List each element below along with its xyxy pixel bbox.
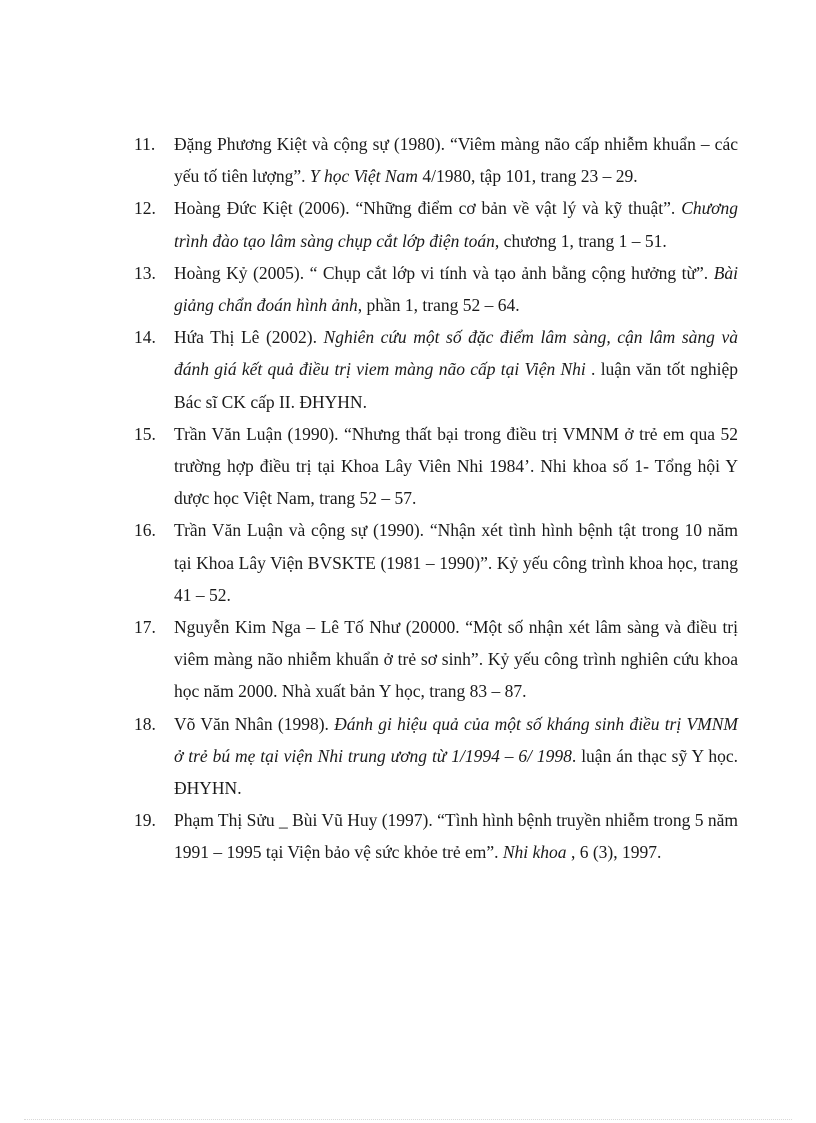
reference-italic-title: Chương trình đào tạo lâm sàng chụp cắt lớp điện toán [174, 198, 738, 251]
reference-number: 14. [134, 327, 156, 348]
reference-item [134, 611, 738, 708]
reference-italic-title: Đánh gi hiệu quả của một số kháng sinh điều trị VMNM ở trẻ bú mẹ tại viện Nhi trung ương từ 1/1994 – 6/ 1998 [174, 713, 738, 766]
reference-list [134, 128, 738, 869]
reference-text-segment: , chương 1, trang 1 – 51. [494, 230, 667, 251]
reference-text [174, 134, 738, 186]
reference-item [134, 321, 738, 418]
reference-number: 12. [134, 198, 156, 219]
reference-item [134, 708, 738, 805]
reference-text [174, 198, 738, 250]
reference-text-segment: Trần Văn Luận và cộng sự (1990). “Nhận xét tình hình bệnh tật trong 10 năm tại Khoa Lây Viện BVSKTE (1981 – 1990)”. Kỷ yếu công trình khoa học, trang 41 – 52. [174, 520, 738, 605]
reference-italic-title: Nghiên cứu một số đặc điểm lâm sàng, cận lâm sàng và đánh giá kết quả điều trị viem màng não cấp tại Viện Nhi [174, 327, 738, 380]
reference-text [174, 327, 738, 411]
reference-text-segment: Hoàng Đức Kiệt (2006). “Những điểm cơ bản về vật lý và kỹ thuật”. [174, 198, 682, 219]
reference-text-segment: Nguyễn Kim Nga – Lê Tố Như (20000. “Một số nhận xét lâm sàng và điều trị viêm màng não nhiễm khuẩn ở trẻ sơ sinh”. Kỷ yếu công trình nghiên cứu khoa học năm 2000. Nhà xuất bản Y học, trang 83 – 87. [174, 617, 738, 702]
reference-italic-title: Nhi khoa [502, 842, 567, 863]
reference-number: 16. [134, 520, 156, 541]
reference-text-segment: , phần 1, trang 52 – 64. [357, 295, 520, 316]
reference-number: 17. [134, 617, 156, 638]
reference-text [174, 263, 738, 315]
reference-number: 11. [134, 134, 156, 154]
reference-text [174, 424, 738, 508]
reference-italic-title: Bài giảng chẩn đoán hình ảnh [174, 262, 738, 316]
reference-text-segment: Võ Văn Nhân (1998). [174, 713, 335, 734]
reference-item [134, 418, 738, 515]
reference-text [174, 617, 738, 701]
reference-number: 15. [134, 423, 156, 444]
reference-item [134, 257, 738, 321]
page-bottom-divider [24, 1119, 792, 1120]
reference-text [174, 810, 738, 862]
reference-number: 19. [134, 810, 156, 831]
reference-number: 13. [134, 262, 156, 283]
reference-item [134, 128, 738, 192]
reference-text [174, 714, 738, 798]
reference-text-segment: , 6 (3), 1997. [566, 842, 662, 863]
reference-item [134, 192, 738, 256]
reference-text-segment: Đặng Phương Kiệt và cộng sự (1980). “Viêm màng não cấp nhiễm khuẩn – các yếu tố tiên lượng”. [174, 134, 738, 187]
reference-text-segment: Phạm Thị Sửu _ Bùi Vũ Huy (1997). “Tình hình bệnh truyền nhiễm trong 5 năm 1991 – 1995 tại Viện bảo vệ sức khỏe trẻ em”. [174, 810, 738, 863]
reference-text-segment: . luận án thạc sỹ Y học. ĐHYHN. [174, 745, 739, 799]
reference-text-segment: . luận văn tốt nghiệp Bác sĩ CK cấp II. ĐHYHN. [174, 359, 738, 412]
reference-text-segment: Trần Văn Luận (1990). “Nhưng thất bại trong điều trị VMNM ở trẻ em qua 52 trường hợp điều trị tại Khoa Lây Viên Nhi 1984’. Nhi khoa số 1- Tổng hội Y dược học Việt Nam, trang 52 – 57. [174, 423, 738, 509]
reference-item [134, 804, 738, 868]
reference-text-segment: Hoàng Kỷ (2005). “ Chụp cắt lớp vi tính và tạo ảnh bằng cộng hưởng từ”. [174, 262, 714, 283]
reference-text-segment: Hứa Thị Lê (2002). [174, 327, 324, 348]
reference-item [134, 514, 738, 611]
reference-text [174, 520, 738, 604]
reference-text-segment: 4/1980, tập 101, trang 23 – 29. [417, 166, 638, 187]
reference-italic-title: Y học Việt Nam [309, 166, 418, 187]
reference-number: 18. [134, 713, 156, 734]
